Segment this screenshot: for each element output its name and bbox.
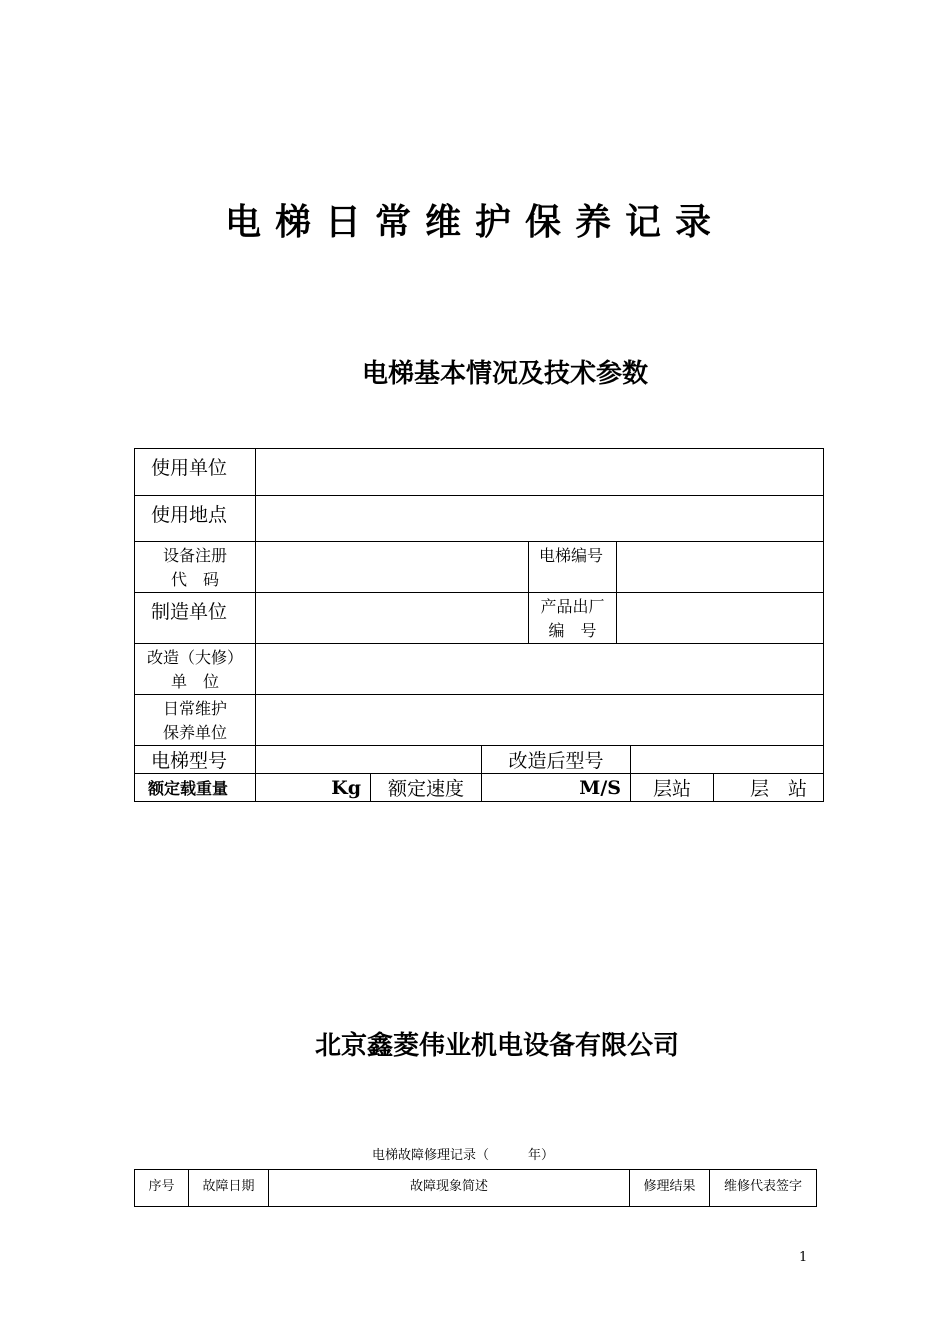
label-renovation-unit: [135, 644, 256, 695]
label-elevator-number: 电梯编号: [529, 542, 617, 593]
row-reg-code: [135, 542, 824, 593]
label-device-reg-code: [135, 542, 256, 593]
row-ratings: [135, 774, 824, 802]
row-use-unit: [135, 449, 824, 496]
field-device-reg-code[interactable]: [256, 542, 529, 593]
field-manufacturer[interactable]: [256, 593, 529, 644]
unit-ms: M/S: [482, 774, 631, 802]
field-maintenance-unit[interactable]: [256, 695, 824, 746]
label-model-after-renovation: 改造后型号: [482, 746, 631, 774]
row-manufacturer: [135, 593, 824, 644]
label-maintenance-unit: [135, 695, 256, 746]
label-factory-number-line1: 产品出厂: [540, 597, 605, 616]
label-device-reg-code-line2: 代 码: [170, 570, 219, 589]
field-use-location[interactable]: [256, 496, 824, 542]
field-factory-number[interactable]: [617, 593, 824, 644]
row-model: [135, 746, 824, 774]
label-factory-number: [529, 593, 617, 644]
header-repair-result: 修理结果: [630, 1170, 710, 1207]
page-number: 1: [799, 1250, 808, 1265]
company-name: 北京鑫菱伟业机电设备有限公司: [315, 1031, 680, 1061]
repair-header-row: [135, 1170, 817, 1207]
header-fault-description: 故障现象简述: [269, 1170, 630, 1207]
label-floors-stops: 层站: [631, 774, 714, 802]
header-fault-date: 故障日期: [189, 1170, 269, 1207]
row-renovation-unit: [135, 644, 824, 695]
field-use-unit[interactable]: [256, 449, 824, 496]
document-title: 电梯日常维护保养记录: [224, 202, 725, 243]
label-renovation-unit-line2: 单 位: [170, 672, 219, 691]
row-use-location: [135, 496, 824, 542]
repair-record-caption: 电梯故障修理记录（ 年）: [372, 1148, 555, 1163]
field-renovation-unit[interactable]: [256, 644, 824, 695]
label-rated-load: 额定载重量: [135, 774, 256, 802]
label-maintenance-unit-line1: 日常维护: [162, 699, 227, 718]
header-serial-number: 序号: [135, 1170, 189, 1207]
label-rated-speed: 额定速度: [371, 774, 482, 802]
row-maintenance-unit: [135, 695, 824, 746]
repair-record-table: [134, 1169, 817, 1207]
field-elevator-number[interactable]: [617, 542, 824, 593]
unit-kg: Kg: [256, 774, 371, 802]
label-use-location: 使用地点: [135, 496, 256, 542]
field-elevator-model[interactable]: [256, 746, 482, 774]
label-factory-number-line2: 编 号: [548, 621, 597, 640]
header-repair-signature: 维修代表签字: [710, 1170, 817, 1207]
label-device-reg-code-line1: 设备注册: [162, 546, 227, 565]
section-title: 电梯基本情况及技术参数: [362, 359, 649, 389]
label-use-unit: 使用单位: [135, 449, 256, 496]
label-elevator-model: 电梯型号: [135, 746, 256, 774]
unit-floors-stops: 层 站: [714, 774, 824, 802]
label-manufacturer: 制造单位: [135, 593, 256, 644]
label-renovation-unit-line1: 改造（大修）: [146, 648, 243, 667]
field-model-after-renovation[interactable]: [631, 746, 824, 774]
elevator-info-table: [134, 448, 824, 802]
label-maintenance-unit-line2: 保养单位: [162, 723, 227, 742]
